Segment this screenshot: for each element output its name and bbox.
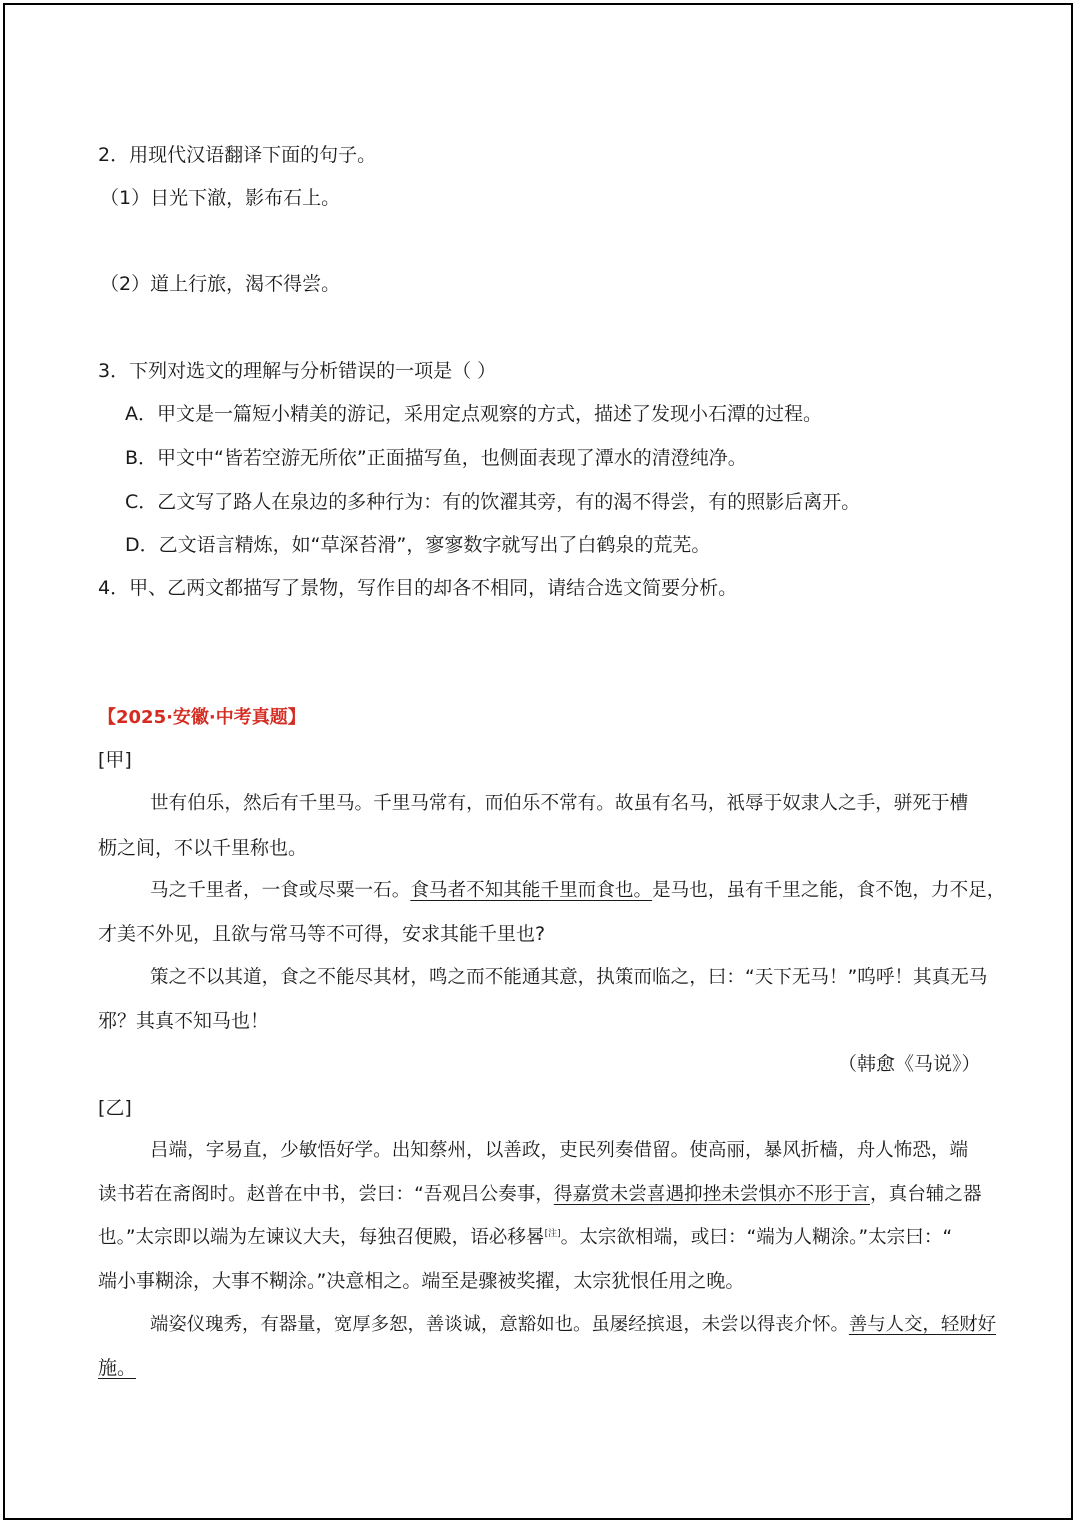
yi-paragraph-2-line-1 [150, 1313, 996, 1337]
jia-paragraph-3-line-2: 邪？其真不知马也！ [98, 1010, 270, 1032]
jia-p2-text-a: 马之千里者，一食或尽粟一石。 [150, 880, 411, 901]
question-2-sentence-1: （1）日光下澈，影布石上。 [100, 187, 341, 209]
yi-paragraph-1-line-1: 吕端，字易直，少敏悟好学。出知蔡州，以善政，吏民列奏借留。使高丽，暴风折樯，舟人怖恐，端 [150, 1140, 969, 1161]
jia-paragraph-1-line-1: 世有伯乐，然后有千里马。千里马常有，而伯乐不常有。故虽有名马，祇辱于奴隶人之手，骈死于槽 [150, 793, 969, 814]
yi-p1-text-c: 也。”太宗即以端为左谏议大夫，每独召便殿，语必移晷 [98, 1227, 545, 1248]
question-3-option-d: D．乙文语言精炼，如“草深苔滑”，寥寥数字就写出了白鹤泉的荒芜。 [125, 534, 711, 556]
question-3-option-a: A．甲文是一篇短小精美的游记，采用定点观察的方式，描述了发现小石潭的过程。 [125, 403, 822, 425]
question-3-option-b: B．甲文中“皆若空游无所依”正面描写鱼，也侧面表现了潭水的清澄纯净。 [125, 447, 747, 469]
yi-paragraph-2-line-2 [98, 1356, 136, 1380]
yi-underlined-sentence-1: 得嘉赏未尝喜遇抑挫未尝惧亦不形于言 [553, 1184, 870, 1205]
passage-yi-label: [乙] [98, 1097, 132, 1119]
yi-p1-text-d: 。太宗欲相端，或曰：“端为人糊涂。”太宗曰：“ [560, 1227, 953, 1248]
jia-paragraph-2-line-2: 才美不外见，且欲与常马等不可得，安求其能千里也? [98, 923, 546, 945]
yi-underlined-sentence-2: 善与人交，轻财好 [848, 1314, 996, 1335]
yi-p1-text-a: 读书若在斋阁时。赵普在中书，尝曰：“吾观吕公奏事， [98, 1184, 554, 1205]
passage-jia-label: [甲] [98, 749, 132, 771]
yi-p1-text-b: ，真台辅之器 [870, 1184, 982, 1205]
footnote-marker: [注] [544, 1229, 561, 1239]
source-tag: 【2025·安徽·中考真题】 [98, 707, 306, 728]
jia-attribution: （韩愈《马说》） [838, 1053, 981, 1075]
jia-underlined-sentence: 食马者不知其能千里而食也。 [410, 880, 653, 901]
yi-paragraph-1-line-2 [98, 1183, 982, 1207]
question-3-option-c: C．乙文写了路人在泉边的多种行为：有的饮濯其旁，有的渴不得尝，有的照影后离开。 [125, 491, 861, 513]
yi-paragraph-1-line-3 [98, 1226, 952, 1250]
question-3-stem: 3．下列对选文的理解与分析错误的一项是（ ） [98, 360, 497, 382]
jia-paragraph-3-line-1: 策之不以其道，食之不能尽其材，鸣之而不能通其意，执策而临之，曰：“天下无马！”呜呼！其真无马 [150, 967, 988, 988]
yi-p2-text-a: 端姿仪瑰秀，有器量，宽厚多恕，善谈诚，意豁如也。虽屡经摈退，未尝以得丧介怀。 [150, 1314, 849, 1335]
jia-paragraph-2-line-1 [150, 879, 1005, 903]
question-2-stem: 2．用现代汉语翻译下面的句子。 [98, 144, 377, 166]
question-2-sentence-2: （2）道上行旅，渴不得尝。 [100, 273, 341, 295]
question-4-stem: 4．甲、乙两文都描写了景物，写作目的却各不相同，请结合选文简要分析。 [98, 577, 738, 599]
jia-paragraph-1-line-2: 枥之间，不以千里称也。 [98, 837, 308, 859]
jia-p2-text-b: 是马也，虽有千里之能，食不饱，力不足， [652, 880, 1006, 901]
yi-paragraph-1-line-4: 端小事糊涂，大事不糊涂。”决意相之。端至是骤被奖擢，太宗犹恨任用之晚。 [98, 1270, 745, 1292]
yi-underlined-sentence-2-end: 施。 [98, 1357, 137, 1379]
